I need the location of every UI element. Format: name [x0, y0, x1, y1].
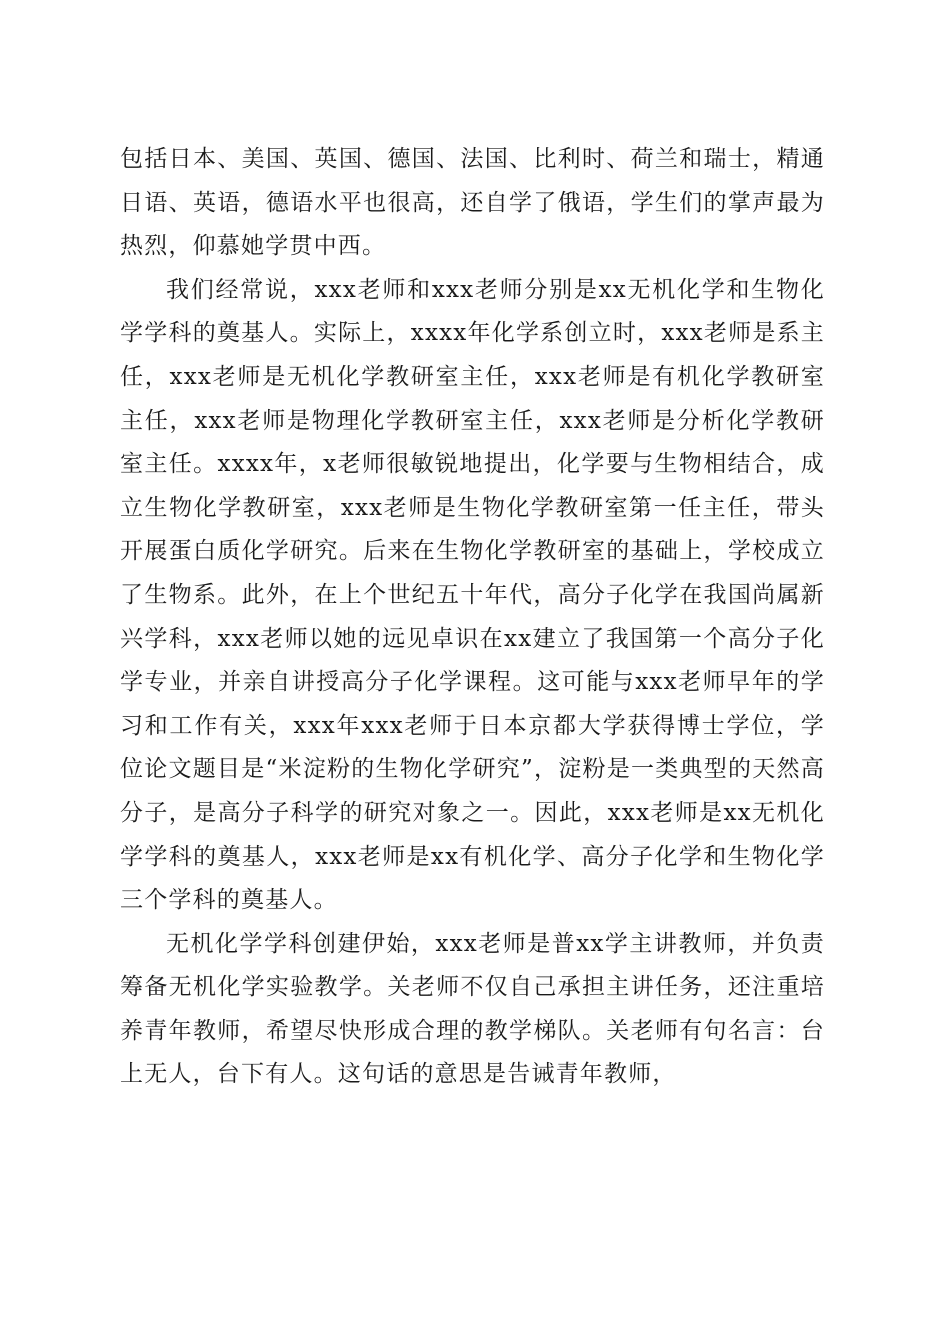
paragraph-2: 我们经常说，xxx老师和xxx老师分别是xx无机化学和生物化学学科的奠基人。实际上，xxxx年化学系创立时，xxx老师是系主任，xxx老师是无机化学教研室主任，xxx老师是有机化学教研室主任，xxx老师是物理化学教研室主任，xxx老师是分析化学教研室主任。xxxx年，x老师很敏锐地提出，化学要与生物相结合，成立生物化学教研室，xxx老师是生物化学教研室第一任主任，带头开展蛋白质化学研究。后来在生物化学教研室的基础上，学校成立了生物系。此外，在上个世纪五十年代，高分子化学在我国尚属新兴学科，xxx老师以她的远见卓识在xx建立了我国第一个高分子化学专业，并亲自讲授高分子化学课程。这可能与xxx老师早年的学习和工作有关，xxx年xxx老师于日本京都大学获得博士学位，学位论文题目是“米淀粉的生物化学研究”，淀粉是一类典型的天然高分子，是高分子科学的研究对象之一。因此，xxx老师是xx无机化学学科的奠基人，xxx老师是xx有机化学、高分子化学和生物化学三个学科的奠基人。: [120, 276, 825, 914]
paragraph-1: 包括日本、美国、英国、德国、法国、比利时、荷兰和瑞士，精通日语、英语，德语水平也很高，还自学了俄语，学生们的掌声最为热烈，仰慕她学贯中西。: [120, 146, 825, 260]
document-body: [120, 138, 825, 1097]
paragraph-3: 无机化学学科创建伊始，xxx老师是普xx学主讲教师，并负责筹备无机化学实验教学。关老师不仅自己承担主讲任务，还注重培养青年教师，希望尽快形成合理的教学梯队。关老师有句名言：台上无人，台下有人。这句话的意思是告诫青年教师，: [120, 930, 825, 1088]
